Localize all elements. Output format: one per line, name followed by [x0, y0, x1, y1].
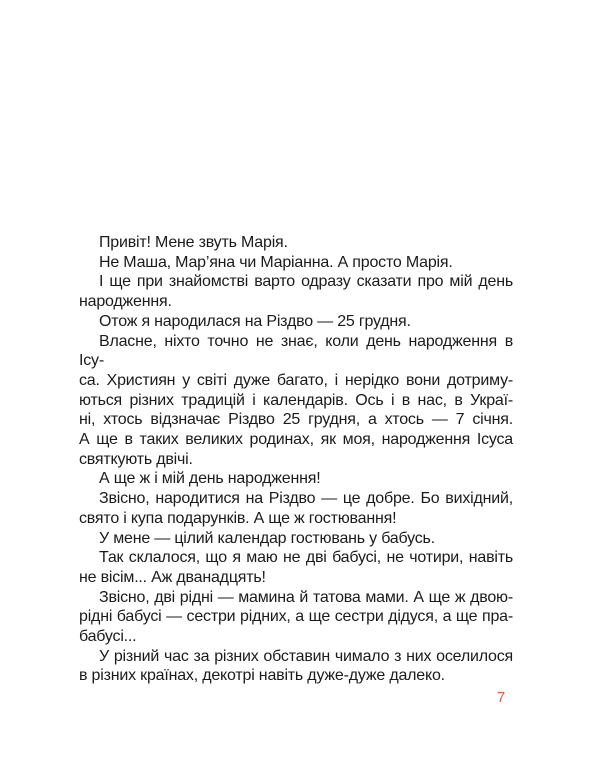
text-line: свято і купа подарунків. А ще ж гостювання! [79, 509, 397, 527]
text-line: У різний час за різних обставин чимало з них оселилося [99, 647, 513, 665]
text-line: са. Християн у світі дуже багато, і нерідко вони дотриму- [79, 371, 513, 389]
text-line: І ще при знайомстві варто одразу сказати про мій день [99, 273, 513, 291]
text-line: святкують двічі. [79, 450, 193, 468]
text-line: Так склалося, що я маю не дві бабусі, не чотири, навіть [99, 549, 513, 567]
text-line: Звісно, дві рідні — мамина й татова мами. А ще ж двою- [99, 588, 513, 606]
page-number: 7 [496, 689, 506, 706]
text-line: рідні бабусі — сестри рідних, а ще сестри дідуся, а ще пра- [79, 608, 513, 626]
text-line: Звісно, народитися на Різдво — це добре. Бо вихідний, [99, 490, 513, 508]
text-line: Не Маша, Мар’яна чи Маріанна. А просто Марія. [99, 253, 453, 271]
text-line: А ще в таких великих родинах, як моя, народження Ісуса [79, 431, 513, 449]
text-line: народження. [79, 293, 172, 311]
text-line: бабусі... [79, 628, 137, 646]
text-line: У мене — цілий календар гостювань у бабусь. [99, 529, 435, 547]
text-line: Отож я народилася на Різдво — 25 грудня. [99, 312, 411, 330]
text-line: Власне, ніхто точно не знає, коли день народження в Ісу- [79, 332, 513, 370]
text-line: ються різних традицій і календарів. Ось і в нас, в Украї- [79, 391, 513, 409]
text-line: ні, хтось відзначає Різдво 25 грудня, а хтось — 7 січня. [79, 411, 513, 429]
body-text [79, 233, 513, 686]
text-line: А ще ж і мій день народження! [99, 470, 321, 488]
text-line: не вісім... Аж дванадцять! [79, 568, 266, 586]
text-line: Привіт! Мене звуть Марія. [99, 234, 288, 251]
text-line: в різних країнах, декотрі навіть дуже-дуже далеко. [79, 667, 445, 685]
